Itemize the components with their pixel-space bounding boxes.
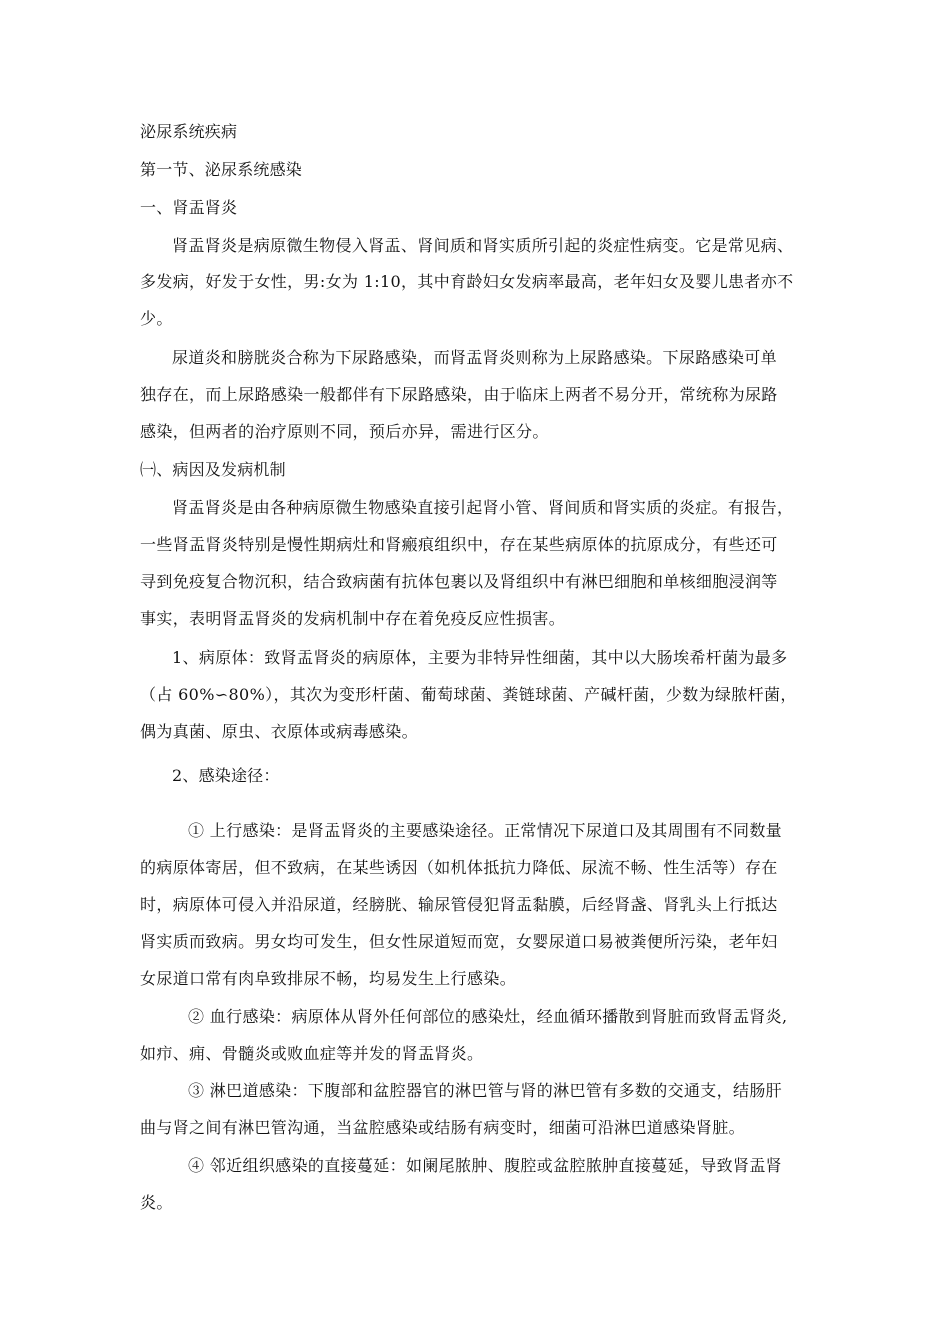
cause-heading: ㈠、病因及发病机制 bbox=[140, 460, 286, 479]
paragraph-line: 肾实质而致病。男女均可发生，但女性尿道短而宽，女婴尿道口易被粪便所污染，老年妇 bbox=[140, 932, 778, 951]
paragraph-line: 如疖、痈、骨髓炎或败血症等并发的肾盂肾炎。 bbox=[140, 1044, 484, 1063]
paragraph-line: 肾盂肾炎是病原微生物侵入肾盂、肾间质和肾实质所引起的炎症性病变。它是常见病、 bbox=[172, 236, 794, 255]
paragraph-line: 独存在，而上尿路感染一般都伴有下尿路感染，由于临床上两者不易分开，常统称为尿路 bbox=[140, 385, 778, 404]
route-heading: 2、感染途径： bbox=[172, 766, 280, 785]
section-title: 第一节、泌尿系统感染 bbox=[140, 160, 303, 179]
paragraph-line: 女尿道口常有肉阜致排尿不畅，均易发生上行感染。 bbox=[140, 969, 517, 988]
paragraph-line: 偶为真菌、原虫、衣原体或病毒感染。 bbox=[140, 722, 418, 741]
paragraph-line: ④ 邻近组织感染的直接蔓延：如阑尾脓肿、腹腔或盆腔脓肿直接蔓延，导致肾盂肾 bbox=[188, 1156, 783, 1175]
document-title: 泌尿系统疾病 bbox=[140, 122, 238, 141]
paragraph-line: 少。 bbox=[140, 309, 173, 328]
paragraph-line: ② 血行感染：病原体从肾外任何部位的感染灶，经血循环播散到肾脏而致肾盂肾炎, bbox=[188, 1007, 788, 1026]
paragraph-line: 一些肾盂肾炎特别是慢性期病灶和肾瘢痕组织中，存在某些病原体的抗原成分，有些还可 bbox=[140, 535, 778, 554]
paragraph-line: 炎。 bbox=[140, 1193, 173, 1212]
paragraph-line: ③ 淋巴道感染：下腹部和盆腔器官的淋巴管与肾的淋巴管有多数的交通支，结肠肝 bbox=[188, 1081, 783, 1100]
subsection-title: 一、肾盂肾炎 bbox=[140, 198, 238, 217]
paragraph-line: 的病原体寄居，但不致病，在某些诱因（如机体抵抗力降低、尿流不畅、性生活等）存在 bbox=[140, 858, 778, 877]
paragraph-line: 感染，但两者的治疗原则不同，预后亦异，需进行区分。 bbox=[140, 422, 549, 441]
paragraph-line: 曲与肾之间有淋巴管沟通，当盆腔感染或结肠有病变时，细菌可沿淋巴道感染肾脏。 bbox=[140, 1118, 745, 1137]
paragraph-line: 事实，表明肾盂肾炎的发病机制中存在着免疫反应性损害。 bbox=[140, 609, 566, 628]
paragraph-line: 多发病，好发于女性，男:女为 1:10，其中育龄妇女发病率最高，老年妇女及婴儿患者亦不 bbox=[140, 272, 794, 291]
paragraph-line: 肾盂肾炎是由各种病原微生物感染直接引起肾小管、肾间质和肾实质的炎症。有报告， bbox=[172, 498, 794, 517]
paragraph-line: 寻到免疫复合物沉积，结合致病菌有抗体包裹以及肾组织中有淋巴细胞和单核细胞浸润等 bbox=[140, 572, 778, 591]
paragraph-line: 时，病原体可侵入并沿尿道，经膀胱、输尿管侵犯肾盂黏膜，后经肾盏、肾乳头上行抵达 bbox=[140, 895, 778, 914]
paragraph-line: （占 60%∽80%），其次为变形杆菌、葡萄球菌、粪链球菌、产碱杆菌，少数为绿脓杆菌， bbox=[140, 685, 797, 704]
paragraph-line: 尿道炎和膀胱炎合称为下尿路感染，而肾盂肾炎则称为上尿路感染。下尿路感染可单 bbox=[172, 348, 777, 367]
paragraph-line: ① 上行感染：是肾盂肾炎的主要感染途径。正常情况下尿道口及其周围有不同数量 bbox=[188, 821, 783, 840]
paragraph-line: 1、病原体：致肾盂肾炎的病原体，主要为非特异性细菌，其中以大肠埃希杆菌为最多 bbox=[172, 648, 788, 667]
